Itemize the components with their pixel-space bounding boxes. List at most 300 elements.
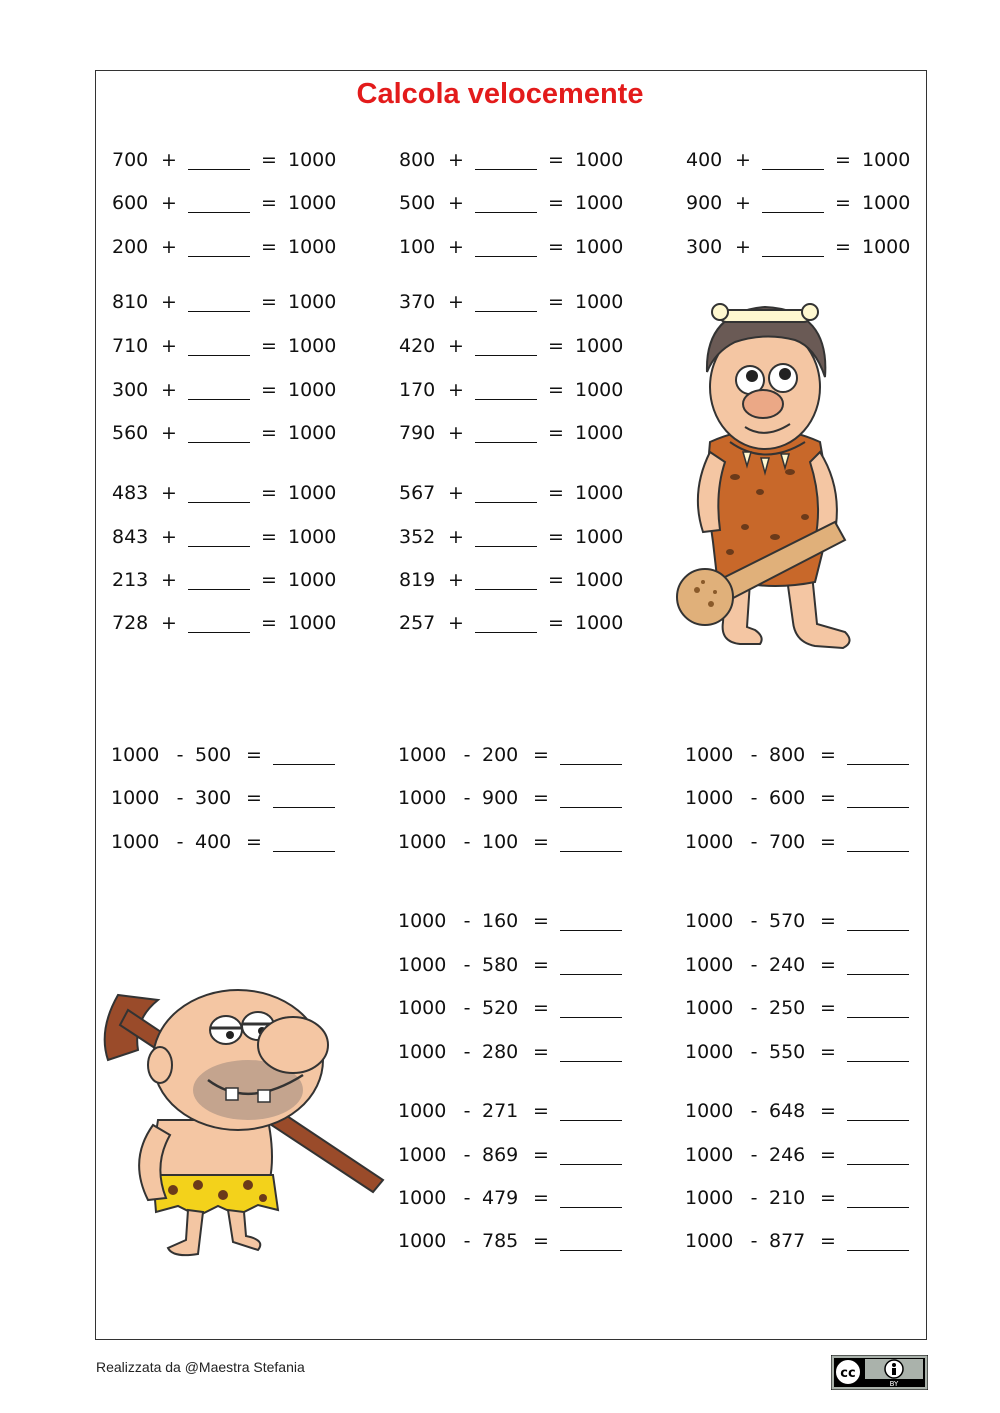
minuend: 1000 <box>111 744 160 766</box>
subtraction-equation <box>685 1096 913 1126</box>
minus-sign: - <box>463 1187 471 1209</box>
page-title: Calcola velocemente <box>356 78 644 110</box>
addition-equation <box>399 375 623 405</box>
minuend: 1000 <box>398 954 447 976</box>
minus-sign: - <box>750 831 758 853</box>
addition-equation <box>112 478 336 508</box>
answer-blank[interactable] <box>847 912 909 931</box>
equals-sign: = <box>548 335 564 357</box>
equals-sign: = <box>548 482 564 504</box>
plus-sign: + <box>161 291 177 313</box>
answer-blank[interactable] <box>560 1102 622 1121</box>
equals-sign: = <box>261 482 277 504</box>
equals-sign: = <box>533 1230 549 1252</box>
minus-sign: - <box>463 1230 471 1252</box>
equals-sign: = <box>246 744 262 766</box>
addend: 500 <box>399 192 436 214</box>
subtraction-equation <box>398 1226 626 1256</box>
sum-result: 1000 <box>288 149 337 171</box>
addend: 710 <box>112 335 149 357</box>
answer-blank[interactable] <box>475 614 537 633</box>
plus-sign: + <box>161 612 177 634</box>
minuend: 1000 <box>685 997 734 1019</box>
equals-sign: = <box>261 291 277 313</box>
answer-blank[interactable] <box>762 151 824 170</box>
answer-blank[interactable] <box>475 571 537 590</box>
sum-result: 1000 <box>575 192 624 214</box>
addend: 420 <box>399 335 436 357</box>
sum-result: 1000 <box>862 192 911 214</box>
answer-blank[interactable] <box>188 151 250 170</box>
addend: 728 <box>112 612 149 634</box>
answer-blank[interactable] <box>475 337 537 356</box>
subtraction-equation <box>398 740 626 770</box>
subtraction-equation <box>398 1183 626 1213</box>
minus-sign: - <box>176 744 184 766</box>
answer-blank[interactable] <box>475 293 537 312</box>
footer-credit: Realizzata da @Maestra Stefania <box>96 1359 305 1375</box>
answer-blank[interactable] <box>188 194 250 213</box>
addend: 790 <box>399 422 436 444</box>
plus-sign: + <box>735 192 751 214</box>
subtrahend: 550 <box>769 1041 806 1063</box>
answer-blank[interactable] <box>188 424 250 443</box>
subtraction-equation <box>685 993 913 1023</box>
equals-sign: = <box>261 149 277 171</box>
minuend: 1000 <box>111 831 160 853</box>
minuend: 1000 <box>685 1187 734 1209</box>
answer-blank[interactable] <box>847 999 909 1018</box>
addition-equation <box>399 188 623 218</box>
equals-sign: = <box>820 787 836 809</box>
sum-result: 1000 <box>288 291 337 313</box>
equals-sign: = <box>533 831 549 853</box>
sum-result: 1000 <box>288 192 337 214</box>
sum-result: 1000 <box>862 236 911 258</box>
answer-blank[interactable] <box>273 833 335 852</box>
equals-sign: = <box>548 192 564 214</box>
minuend: 1000 <box>685 1230 734 1252</box>
subtrahend: 400 <box>195 831 232 853</box>
equals-sign: = <box>820 997 836 1019</box>
minuend: 1000 <box>685 1041 734 1063</box>
answer-blank[interactable] <box>188 484 250 503</box>
minuend: 1000 <box>398 997 447 1019</box>
equals-sign: = <box>548 612 564 634</box>
plus-sign: + <box>448 569 464 591</box>
addend: 400 <box>686 149 723 171</box>
answer-blank[interactable] <box>847 956 909 975</box>
subtrahend: 160 <box>482 910 519 932</box>
subtrahend: 240 <box>769 954 806 976</box>
addition-equation <box>399 145 623 175</box>
addend: 170 <box>399 379 436 401</box>
sum-result: 1000 <box>288 482 337 504</box>
equals-sign: = <box>820 744 836 766</box>
sum-result: 1000 <box>575 236 624 258</box>
answer-blank[interactable] <box>188 337 250 356</box>
addition-equation <box>399 522 623 552</box>
subtraction-equation <box>685 1037 913 1067</box>
minus-sign: - <box>463 1144 471 1166</box>
subtraction-equation <box>111 827 339 857</box>
equals-sign: = <box>533 1144 549 1166</box>
sum-result: 1000 <box>288 569 337 591</box>
subtraction-equation <box>398 1140 626 1170</box>
addition-equation <box>399 608 623 638</box>
svg-text:cc: cc <box>840 1366 856 1381</box>
sum-result: 1000 <box>288 335 337 357</box>
minus-sign: - <box>750 1187 758 1209</box>
subtrahend: 210 <box>769 1187 806 1209</box>
subtraction-equation <box>398 950 626 980</box>
cc-by-label: BY <box>889 1380 899 1388</box>
answer-blank[interactable] <box>560 1043 622 1062</box>
answer-blank[interactable] <box>847 1102 909 1121</box>
minuend: 1000 <box>685 910 734 932</box>
equals-sign: = <box>820 831 836 853</box>
equals-sign: = <box>820 1100 836 1122</box>
plus-sign: + <box>161 379 177 401</box>
plus-sign: + <box>161 335 177 357</box>
addition-equation <box>112 331 336 361</box>
sum-result: 1000 <box>288 526 337 548</box>
subtrahend: 246 <box>769 1144 806 1166</box>
addend: 352 <box>399 526 436 548</box>
subtrahend: 648 <box>769 1100 806 1122</box>
sum-result: 1000 <box>288 422 337 444</box>
equals-sign: = <box>533 1100 549 1122</box>
sum-result: 1000 <box>575 526 624 548</box>
addend: 200 <box>112 236 149 258</box>
sum-result: 1000 <box>575 422 624 444</box>
plus-sign: + <box>161 236 177 258</box>
answer-blank[interactable] <box>475 381 537 400</box>
addend: 483 <box>112 482 149 504</box>
equals-sign: = <box>548 526 564 548</box>
plus-sign: + <box>161 149 177 171</box>
equals-sign: = <box>548 422 564 444</box>
answer-blank[interactable] <box>560 956 622 975</box>
plus-sign: + <box>161 526 177 548</box>
minuend: 1000 <box>398 1187 447 1209</box>
plus-sign: + <box>161 482 177 504</box>
minuend: 1000 <box>685 831 734 853</box>
subtrahend: 200 <box>482 744 519 766</box>
minuend: 1000 <box>398 831 447 853</box>
plus-sign: + <box>448 335 464 357</box>
caveman-with-club-illustration <box>665 292 875 664</box>
minus-sign: - <box>176 831 184 853</box>
subtraction-equation <box>685 1183 913 1213</box>
plus-sign: + <box>161 569 177 591</box>
answer-blank[interactable] <box>847 1146 909 1165</box>
creative-commons-by-badge <box>831 1355 928 1390</box>
sum-result: 1000 <box>288 379 337 401</box>
subtraction-equation <box>685 1140 913 1170</box>
equals-sign: = <box>548 379 564 401</box>
minus-sign: - <box>750 910 758 932</box>
plus-sign: + <box>448 612 464 634</box>
addend: 213 <box>112 569 149 591</box>
equals-sign: = <box>261 335 277 357</box>
equals-sign: = <box>533 954 549 976</box>
answer-blank[interactable] <box>475 151 537 170</box>
subtraction-equation <box>685 783 913 813</box>
minus-sign: - <box>463 1100 471 1122</box>
minuend: 1000 <box>398 787 447 809</box>
equals-sign: = <box>533 910 549 932</box>
addition-equation <box>112 188 336 218</box>
equals-sign: = <box>835 236 851 258</box>
addend: 567 <box>399 482 436 504</box>
answer-blank[interactable] <box>188 614 250 633</box>
answer-blank[interactable] <box>847 833 909 852</box>
addition-equation <box>112 375 336 405</box>
equals-sign: = <box>261 422 277 444</box>
subtrahend: 869 <box>482 1144 519 1166</box>
minuend: 1000 <box>685 954 734 976</box>
plus-sign: + <box>161 192 177 214</box>
answer-blank[interactable] <box>560 833 622 852</box>
addition-equation <box>399 478 623 508</box>
plus-sign: + <box>448 236 464 258</box>
subtrahend: 785 <box>482 1230 519 1252</box>
sum-result: 1000 <box>575 379 624 401</box>
minuend: 1000 <box>685 787 734 809</box>
subtrahend: 100 <box>482 831 519 853</box>
subtrahend: 900 <box>482 787 519 809</box>
minus-sign: - <box>463 1041 471 1063</box>
equals-sign: = <box>548 291 564 313</box>
answer-blank[interactable] <box>273 746 335 765</box>
answer-blank[interactable] <box>847 1232 909 1251</box>
answer-blank[interactable] <box>273 789 335 808</box>
answer-blank[interactable] <box>560 1189 622 1208</box>
answer-blank[interactable] <box>847 789 909 808</box>
minuend: 1000 <box>398 910 447 932</box>
subtrahend: 500 <box>195 744 232 766</box>
equals-sign: = <box>835 192 851 214</box>
answer-blank[interactable] <box>560 912 622 931</box>
minuend: 1000 <box>398 1100 447 1122</box>
equals-sign: = <box>533 744 549 766</box>
addition-equation <box>399 287 623 317</box>
minus-sign: - <box>750 1144 758 1166</box>
addend: 810 <box>112 291 149 313</box>
equals-sign: = <box>533 997 549 1019</box>
answer-blank[interactable] <box>188 381 250 400</box>
equals-sign: = <box>820 1144 836 1166</box>
subtrahend: 250 <box>769 997 806 1019</box>
answer-blank[interactable] <box>475 528 537 547</box>
answer-blank[interactable] <box>762 194 824 213</box>
addition-equation <box>112 418 336 448</box>
plus-sign: + <box>448 192 464 214</box>
minus-sign: - <box>750 787 758 809</box>
minus-sign: - <box>750 1100 758 1122</box>
addend: 700 <box>112 149 149 171</box>
minuend: 1000 <box>685 1100 734 1122</box>
addition-equation <box>399 565 623 595</box>
answer-blank[interactable] <box>847 1043 909 1062</box>
sum-result: 1000 <box>575 569 624 591</box>
equals-sign: = <box>835 149 851 171</box>
addition-equation <box>686 145 910 175</box>
addition-equation <box>399 232 623 262</box>
subtraction-equation <box>685 740 913 770</box>
answer-blank[interactable] <box>560 746 622 765</box>
addition-equation <box>112 522 336 552</box>
minus-sign: - <box>176 787 184 809</box>
sum-result: 1000 <box>575 482 624 504</box>
answer-blank[interactable] <box>188 238 250 257</box>
answer-blank[interactable] <box>475 424 537 443</box>
equals-sign: = <box>261 526 277 548</box>
minus-sign: - <box>463 831 471 853</box>
addend: 560 <box>112 422 149 444</box>
equals-sign: = <box>548 569 564 591</box>
plus-sign: + <box>448 379 464 401</box>
subtraction-equation <box>685 906 913 936</box>
sum-result: 1000 <box>575 149 624 171</box>
addition-equation <box>112 232 336 262</box>
subtrahend: 570 <box>769 910 806 932</box>
minuend: 1000 <box>398 744 447 766</box>
minuend: 1000 <box>111 787 160 809</box>
answer-blank[interactable] <box>475 484 537 503</box>
subtraction-equation <box>111 740 339 770</box>
minuend: 1000 <box>398 1230 447 1252</box>
answer-blank[interactable] <box>847 746 909 765</box>
answer-blank[interactable] <box>762 238 824 257</box>
plus-sign: + <box>448 291 464 313</box>
subtraction-equation <box>398 827 626 857</box>
addend: 257 <box>399 612 436 634</box>
equals-sign: = <box>261 569 277 591</box>
equals-sign: = <box>533 1187 549 1209</box>
sum-result: 1000 <box>862 149 911 171</box>
equals-sign: = <box>548 236 564 258</box>
plus-sign: + <box>161 422 177 444</box>
addition-equation <box>112 608 336 638</box>
subtraction-equation <box>685 950 913 980</box>
minuend: 1000 <box>685 744 734 766</box>
answer-blank[interactable] <box>475 194 537 213</box>
addend: 819 <box>399 569 436 591</box>
equals-sign: = <box>261 236 277 258</box>
equals-sign: = <box>246 787 262 809</box>
answer-blank[interactable] <box>560 1232 622 1251</box>
sum-result: 1000 <box>575 335 624 357</box>
subtraction-equation <box>398 993 626 1023</box>
subtrahend: 877 <box>769 1230 806 1252</box>
minus-sign: - <box>463 910 471 932</box>
equals-sign: = <box>820 1187 836 1209</box>
equals-sign: = <box>246 831 262 853</box>
addend: 900 <box>686 192 723 214</box>
sum-result: 1000 <box>575 612 624 634</box>
subtraction-equation <box>685 827 913 857</box>
minus-sign: - <box>463 787 471 809</box>
addend: 300 <box>112 379 149 401</box>
addend: 800 <box>399 149 436 171</box>
minus-sign: - <box>463 997 471 1019</box>
addition-equation <box>112 145 336 175</box>
addition-equation <box>112 287 336 317</box>
equals-sign: = <box>261 379 277 401</box>
subtrahend: 300 <box>195 787 232 809</box>
addition-equation <box>686 188 910 218</box>
addend: 370 <box>399 291 436 313</box>
minus-sign: - <box>463 954 471 976</box>
equals-sign: = <box>820 954 836 976</box>
minuend: 1000 <box>685 1144 734 1166</box>
equals-sign: = <box>261 192 277 214</box>
caveman-smiling-illustration <box>98 970 388 1260</box>
answer-blank[interactable] <box>560 1146 622 1165</box>
subtrahend: 700 <box>769 831 806 853</box>
addend: 300 <box>686 236 723 258</box>
minus-sign: - <box>750 1230 758 1252</box>
answer-blank[interactable] <box>188 293 250 312</box>
equals-sign: = <box>533 1041 549 1063</box>
answer-blank[interactable] <box>560 789 622 808</box>
plus-sign: + <box>735 236 751 258</box>
minus-sign: - <box>750 997 758 1019</box>
subtrahend: 580 <box>482 954 519 976</box>
subtraction-equation <box>398 1037 626 1067</box>
minus-sign: - <box>750 744 758 766</box>
sum-result: 1000 <box>288 236 337 258</box>
subtrahend: 600 <box>769 787 806 809</box>
equals-sign: = <box>820 1230 836 1252</box>
minus-sign: - <box>750 1041 758 1063</box>
subtraction-equation <box>398 1096 626 1126</box>
answer-blank[interactable] <box>188 571 250 590</box>
subtrahend: 271 <box>482 1100 519 1122</box>
equals-sign: = <box>533 787 549 809</box>
equals-sign: = <box>548 149 564 171</box>
addition-equation <box>399 418 623 448</box>
minus-sign: - <box>463 744 471 766</box>
plus-sign: + <box>448 149 464 171</box>
subtrahend: 479 <box>482 1187 519 1209</box>
subtrahend: 520 <box>482 997 519 1019</box>
subtraction-equation <box>111 783 339 813</box>
subtraction-equation <box>685 1226 913 1256</box>
sum-result: 1000 <box>575 291 624 313</box>
equals-sign: = <box>820 910 836 932</box>
answer-blank[interactable] <box>847 1189 909 1208</box>
addition-equation <box>399 331 623 361</box>
addend: 100 <box>399 236 436 258</box>
answer-blank[interactable] <box>188 528 250 547</box>
sum-result: 1000 <box>288 612 337 634</box>
addition-equation <box>686 232 910 262</box>
equals-sign: = <box>820 1041 836 1063</box>
plus-sign: + <box>735 149 751 171</box>
answer-blank[interactable] <box>475 238 537 257</box>
minus-sign: - <box>750 954 758 976</box>
plus-sign: + <box>448 482 464 504</box>
addition-equation <box>112 565 336 595</box>
subtraction-equation <box>398 783 626 813</box>
addend: 843 <box>112 526 149 548</box>
subtrahend: 280 <box>482 1041 519 1063</box>
answer-blank[interactable] <box>560 999 622 1018</box>
plus-sign: + <box>448 526 464 548</box>
